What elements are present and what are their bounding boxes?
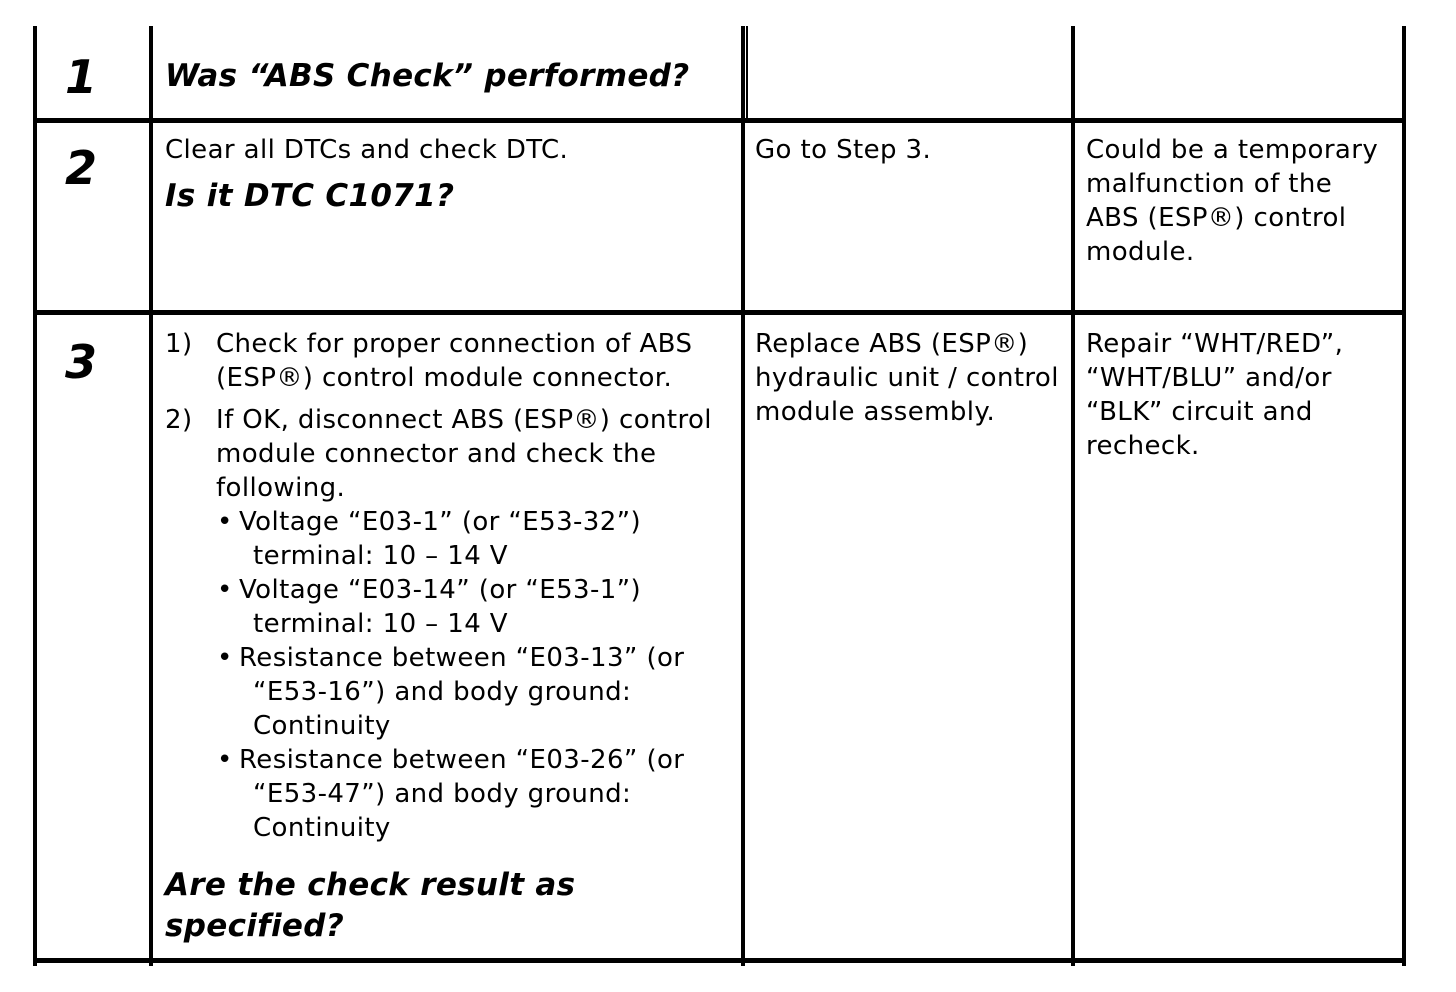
row-divider-1 <box>33 118 1406 123</box>
bullet-dot-icon: • <box>217 575 233 605</box>
bullet-dot-icon: • <box>217 507 233 537</box>
column-divider-2 <box>741 26 745 966</box>
column-divider-2b <box>746 26 748 120</box>
bullet-text: Resistance between “E03-13” (or “E53-16”) and body ground: Continuity <box>239 643 685 741</box>
step-1-question: Was “ABS Check” performed? <box>165 58 690 94</box>
diagnostic-table <box>33 26 1406 966</box>
bullet-dot-icon: • <box>217 643 233 673</box>
step-3-no: Repair “WHT/RED”, “WHT/BLU” and/or “BLK” circuit and recheck. <box>1086 329 1344 461</box>
step-3-action-cell <box>165 327 737 947</box>
bullet-item <box>165 505 737 573</box>
step-3-yes: Replace ABS (ESP®) hydraulic unit / control module assembly. <box>755 329 1059 427</box>
table-border-right <box>1402 26 1406 966</box>
column-divider-3 <box>1071 26 1075 966</box>
bullet-dot-icon: • <box>217 745 233 775</box>
step-3-item-2-text: If OK, disconnect ABS (ESP®) control module connector and check the following. <box>216 405 712 503</box>
step-3-item-1 <box>165 327 737 395</box>
column-divider-1 <box>149 26 153 966</box>
table-border-bottom <box>33 958 1406 963</box>
step-3-item-2-number: 2) <box>165 405 193 435</box>
step-2-action-cell <box>165 133 735 217</box>
row-divider-2 <box>33 310 1406 315</box>
step-2-no: Could be a temporary malfunction of the ABS (ESP®) control module. <box>1086 135 1379 267</box>
table-border-left <box>33 26 37 966</box>
bullet-text: Voltage “E03-1” (or “E53-32”) terminal: 10 – 14 V <box>239 507 642 571</box>
step-2-action: Clear all DTCs and check DTC. <box>165 135 569 165</box>
step-2-question: Is it DTC C1071? <box>165 178 455 214</box>
step-number-3: 3 <box>65 335 98 389</box>
step-3-item-2 <box>165 403 737 505</box>
bullet-text: Resistance between “E03-26” (or “E53-47”) and body ground: Continuity <box>239 745 685 843</box>
bullet-item <box>165 573 737 641</box>
step-number-2: 2 <box>65 141 98 195</box>
step-3-question: Are the check result as specified? <box>165 867 576 944</box>
step-number-1: 1 <box>65 50 98 104</box>
step-2-yes: Go to Step 3. <box>755 135 932 165</box>
step-3-item-1-text: Check for proper connection of ABS (ESP®) control module connector. <box>216 329 693 393</box>
bullet-item <box>165 743 737 845</box>
bullet-text: Voltage “E03-14” (or “E53-1”) terminal: 10 – 14 V <box>239 575 642 639</box>
step-3-item-1-number: 1) <box>165 329 193 359</box>
bullet-item <box>165 641 737 743</box>
